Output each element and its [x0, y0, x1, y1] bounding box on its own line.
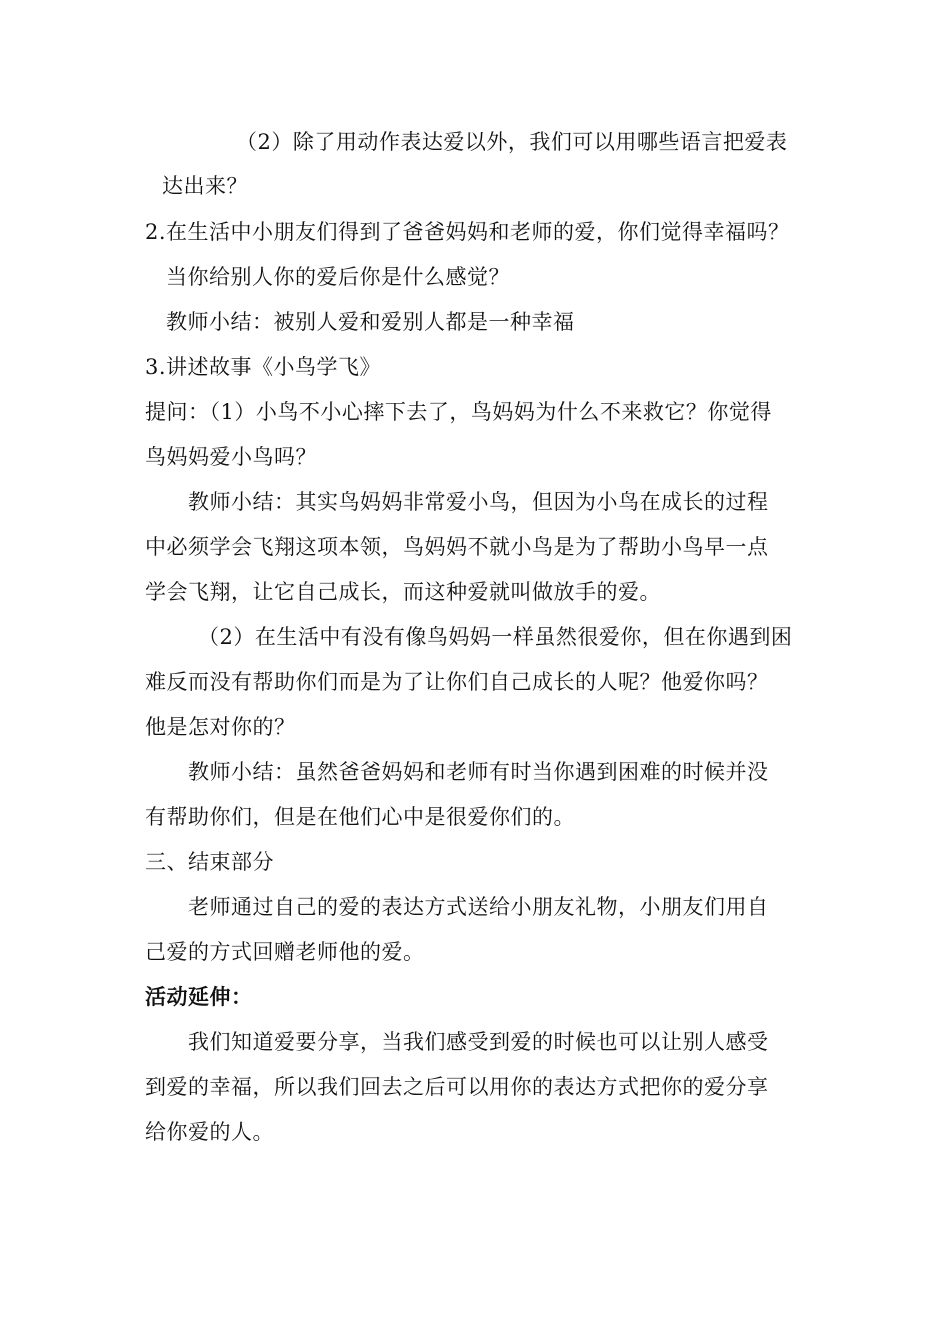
extension-heading: 活动延伸： — [145, 984, 253, 1009]
summary-2-line-1: 教师小结：其实鸟妈妈非常爱小鸟，但因为小鸟在成长的过程 — [188, 490, 769, 514]
question-2-line-1: （2）除了用动作表达爱以外，我们可以用哪些语言把爱表 — [236, 130, 788, 154]
question-2-line-2: 达出来？ — [162, 174, 248, 198]
summary-2-line-2: 中必须学会飞翔这项本领，鸟妈妈不就小鸟是为了帮助小鸟早一点 — [145, 535, 769, 559]
item-2-line-1: 2.在生活中小朋友们得到了爸爸妈妈和老师的爱，你们觉得幸福吗？ — [145, 220, 790, 244]
section-3-heading: 三、结束部分 — [145, 850, 274, 874]
question-2b-line-1: （2）在生活中有没有像鸟妈妈一样虽然很爱你，但在你遇到困 — [198, 625, 793, 649]
summary-3-line-1: 教师小结：虽然爸爸妈妈和老师有时当你遇到困难的时候并没 — [188, 760, 769, 784]
question-2b-line-2: 难反而没有帮助你们而是为了让你们自己成长的人呢？他爱你吗？ — [145, 670, 769, 694]
summary-2-line-3: 学会飞翔，让它自己成长，而这种爱就叫做放手的爱。 — [145, 580, 661, 604]
summary-1: 教师小结：被别人爱和爱别人都是一种幸福 — [166, 310, 575, 334]
closing-line-2: 己爱的方式回赠老师他的爱。 — [145, 940, 425, 964]
question-1-line-2: 鸟妈妈爱小鸟吗？ — [145, 445, 317, 469]
question-1-line-1: 提问：（1）小鸟不小心摔下去了，鸟妈妈为什么不来救它？你觉得 — [145, 400, 772, 424]
question-2b-line-3: 他是怎对你的？ — [145, 715, 296, 739]
item-2-line-2: 当你给别人你的爱后你是什么感觉？ — [166, 265, 510, 289]
extension-line-3: 给你爱的人。 — [145, 1120, 274, 1144]
extension-line-1: 我们知道爱要分享，当我们感受到爱的时候也可以让别人感受 — [188, 1030, 769, 1054]
summary-3-line-2: 有帮助你们，但是在他们心中是很爱你们的。 — [145, 805, 575, 829]
item-3-heading: 3.讲述故事《小鸟学飞》 — [145, 355, 382, 379]
extension-line-2: 到爱的幸福，所以我们回去之后可以用你的表达方式把你的爱分享 — [145, 1075, 769, 1099]
closing-line-1: 老师通过自己的爱的表达方式送给小朋友礼物，小朋友们用自 — [188, 895, 769, 919]
